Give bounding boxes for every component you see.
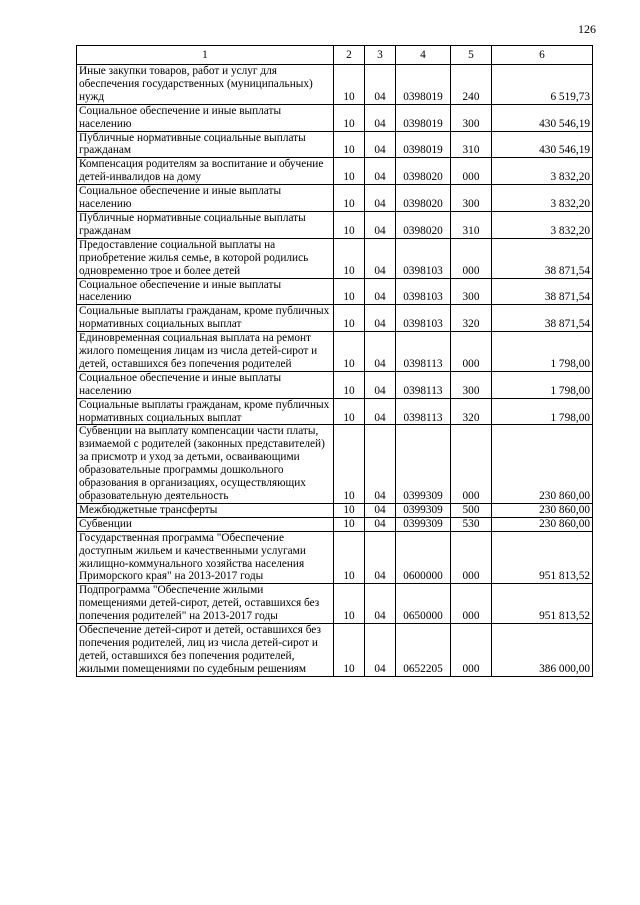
target-article-cell: 0398103 bbox=[396, 305, 451, 332]
section-code-cell: 10 bbox=[334, 332, 365, 372]
section-code-cell: 10 bbox=[334, 584, 365, 624]
expense-type-cell: 530 bbox=[451, 517, 492, 531]
section-code-cell: 10 bbox=[334, 158, 365, 185]
target-article-cell: 0398113 bbox=[396, 332, 451, 372]
subsection-code-cell: 04 bbox=[365, 238, 396, 278]
amount-cell: 951 813,52 bbox=[492, 531, 593, 584]
subsection-code-cell: 04 bbox=[365, 104, 396, 131]
amount-cell: 6 519,73 bbox=[492, 65, 593, 105]
target-article-cell: 0600000 bbox=[396, 531, 451, 584]
amount-cell: 386 000,00 bbox=[492, 624, 593, 677]
table-row bbox=[77, 65, 593, 105]
table-row bbox=[77, 371, 593, 398]
subsection-code-cell: 04 bbox=[365, 131, 396, 158]
target-article-cell: 0398103 bbox=[396, 278, 451, 305]
table-row bbox=[77, 211, 593, 238]
subsection-code-cell: 04 bbox=[365, 584, 396, 624]
subsection-code-cell: 04 bbox=[365, 211, 396, 238]
amount-cell: 430 546,19 bbox=[492, 104, 593, 131]
row-name-cell: Публичные нормативные социальные выплаты гражданам bbox=[77, 211, 334, 238]
amount-cell: 1 798,00 bbox=[492, 332, 593, 372]
section-code-cell: 10 bbox=[334, 531, 365, 584]
table-row bbox=[77, 238, 593, 278]
target-article-cell: 0650000 bbox=[396, 584, 451, 624]
subsection-code-cell: 04 bbox=[365, 531, 396, 584]
table-row bbox=[77, 398, 593, 425]
row-name-cell: Социальные выплаты гражданам, кроме публичных нормативных социальных выплат bbox=[77, 305, 334, 332]
subsection-code-cell: 04 bbox=[365, 332, 396, 372]
column-header: 2 bbox=[334, 46, 365, 65]
table-body bbox=[77, 65, 593, 677]
target-article-cell: 0398020 bbox=[396, 158, 451, 185]
target-article-cell: 0399309 bbox=[396, 425, 451, 503]
expense-type-cell: 310 bbox=[451, 211, 492, 238]
section-code-cell: 10 bbox=[334, 211, 365, 238]
table-row bbox=[77, 158, 593, 185]
expense-type-cell: 000 bbox=[451, 425, 492, 503]
column-header: 5 bbox=[451, 46, 492, 65]
row-name-cell: Государственная программа "Обеспечение доступным жильем и качественными услугами жилищно-коммунального хозяйства населения Приморского края" на 2013-2017 годы bbox=[77, 531, 334, 584]
table-row bbox=[77, 503, 593, 517]
subsection-code-cell: 04 bbox=[365, 278, 396, 305]
row-name-cell: Иные закупки товаров, работ и услуг для обеспечения государственных (муниципальных) нужд bbox=[77, 65, 334, 105]
target-article-cell: 0398019 bbox=[396, 65, 451, 105]
section-code-cell: 10 bbox=[334, 517, 365, 531]
table-row bbox=[77, 531, 593, 584]
column-header: 1 bbox=[77, 46, 334, 65]
expense-type-cell: 000 bbox=[451, 332, 492, 372]
row-name-cell: Единовременная социальная выплата на ремонт жилого помещения лицам из числа детей-сирот и детей, оставшихся без попечения родителей bbox=[77, 332, 334, 372]
table-row bbox=[77, 278, 593, 305]
section-code-cell: 10 bbox=[334, 65, 365, 105]
row-name-cell: Публичные нормативные социальные выплаты гражданам bbox=[77, 131, 334, 158]
expense-type-cell: 000 bbox=[451, 238, 492, 278]
table-row bbox=[77, 584, 593, 624]
section-code-cell: 10 bbox=[334, 131, 365, 158]
expense-type-cell: 000 bbox=[451, 624, 492, 677]
target-article-cell: 0398020 bbox=[396, 185, 451, 212]
amount-cell: 230 860,00 bbox=[492, 503, 593, 517]
amount-cell: 230 860,00 bbox=[492, 425, 593, 503]
subsection-code-cell: 04 bbox=[365, 517, 396, 531]
amount-cell: 38 871,54 bbox=[492, 238, 593, 278]
expense-type-cell: 310 bbox=[451, 131, 492, 158]
row-name-cell: Социальное обеспечение и иные выплаты населению bbox=[77, 278, 334, 305]
amount-cell: 3 832,20 bbox=[492, 211, 593, 238]
expense-type-cell: 300 bbox=[451, 371, 492, 398]
expense-type-cell: 300 bbox=[451, 185, 492, 212]
target-article-cell: 0652205 bbox=[396, 624, 451, 677]
table-row bbox=[77, 104, 593, 131]
target-article-cell: 0399309 bbox=[396, 517, 451, 531]
expense-type-cell: 320 bbox=[451, 398, 492, 425]
row-name-cell: Субвенции на выплату компенсации части платы, взимаемой с родителей (законных представителей) за присмотр и уход за детьми, осваивающими образовательные программы дошкольного образования в организациях, осуществляющих образовательную деятельность bbox=[77, 425, 334, 503]
amount-cell: 3 832,20 bbox=[492, 185, 593, 212]
row-name-cell: Компенсация родителям за воспитание и обучение детей-инвалидов на дому bbox=[77, 158, 334, 185]
expense-type-cell: 000 bbox=[451, 531, 492, 584]
amount-cell: 1 798,00 bbox=[492, 371, 593, 398]
expense-type-cell: 000 bbox=[451, 158, 492, 185]
section-code-cell: 10 bbox=[334, 185, 365, 212]
table-row bbox=[77, 185, 593, 212]
subsection-code-cell: 04 bbox=[365, 185, 396, 212]
row-name-cell: Социальное обеспечение и иные выплаты населению bbox=[77, 104, 334, 131]
subsection-code-cell: 04 bbox=[365, 398, 396, 425]
expense-type-cell: 300 bbox=[451, 104, 492, 131]
subsection-code-cell: 04 bbox=[365, 371, 396, 398]
target-article-cell: 0398103 bbox=[396, 238, 451, 278]
table-row bbox=[77, 425, 593, 503]
column-header: 6 bbox=[492, 46, 593, 65]
amount-cell: 3 832,20 bbox=[492, 158, 593, 185]
row-name-cell: Социальные выплаты гражданам, кроме публичных нормативных социальных выплат bbox=[77, 398, 334, 425]
row-name-cell: Предоставление социальной выплаты на приобретение жилья семье, в которой родились одновременно трое и более детей bbox=[77, 238, 334, 278]
table-row bbox=[77, 131, 593, 158]
table-row bbox=[77, 332, 593, 372]
target-article-cell: 0398113 bbox=[396, 371, 451, 398]
table-row bbox=[77, 624, 593, 677]
column-header: 4 bbox=[396, 46, 451, 65]
amount-cell: 951 813,52 bbox=[492, 584, 593, 624]
amount-cell: 38 871,54 bbox=[492, 305, 593, 332]
amount-cell: 230 860,00 bbox=[492, 517, 593, 531]
target-article-cell: 0398020 bbox=[396, 211, 451, 238]
row-name-cell: Подпрограмма "Обеспечение жилыми помещениями детей-сирот, детей, оставшихся без попечения родителей" на 2013-2017 годы bbox=[77, 584, 334, 624]
subsection-code-cell: 04 bbox=[365, 65, 396, 105]
table-row bbox=[77, 517, 593, 531]
row-name-cell: Социальное обеспечение и иные выплаты населению bbox=[77, 371, 334, 398]
section-code-cell: 10 bbox=[334, 238, 365, 278]
expense-type-cell: 320 bbox=[451, 305, 492, 332]
section-code-cell: 10 bbox=[334, 624, 365, 677]
section-code-cell: 10 bbox=[334, 398, 365, 425]
row-name-cell: Межбюджетные трансферты bbox=[77, 503, 334, 517]
row-name-cell: Обеспечение детей-сирот и детей, оставшихся без попечения родителей, лиц из числа детей-сирот и детей, оставшихся без попечения родителей, жилыми помещениями по судебным решениям bbox=[77, 624, 334, 677]
subsection-code-cell: 04 bbox=[365, 158, 396, 185]
amount-cell: 38 871,54 bbox=[492, 278, 593, 305]
section-code-cell: 10 bbox=[334, 425, 365, 503]
target-article-cell: 0398019 bbox=[396, 104, 451, 131]
expense-type-cell: 500 bbox=[451, 503, 492, 517]
expense-type-cell: 240 bbox=[451, 65, 492, 105]
amount-cell: 1 798,00 bbox=[492, 398, 593, 425]
row-name-cell: Социальное обеспечение и иные выплаты населению bbox=[77, 185, 334, 212]
section-code-cell: 10 bbox=[334, 104, 365, 131]
expense-type-cell: 300 bbox=[451, 278, 492, 305]
amount-cell: 430 546,19 bbox=[492, 131, 593, 158]
subsection-code-cell: 04 bbox=[365, 624, 396, 677]
section-code-cell: 10 bbox=[334, 371, 365, 398]
section-code-cell: 10 bbox=[334, 305, 365, 332]
column-header: 3 bbox=[365, 46, 396, 65]
expense-type-cell: 000 bbox=[451, 584, 492, 624]
target-article-cell: 0399309 bbox=[396, 503, 451, 517]
target-article-cell: 0398019 bbox=[396, 131, 451, 158]
table-header-row bbox=[77, 46, 593, 65]
subsection-code-cell: 04 bbox=[365, 503, 396, 517]
table-row bbox=[77, 305, 593, 332]
row-name-cell: Субвенции bbox=[77, 517, 334, 531]
page-number: 126 bbox=[578, 22, 596, 36]
budget-table bbox=[76, 45, 593, 677]
subsection-code-cell: 04 bbox=[365, 305, 396, 332]
section-code-cell: 10 bbox=[334, 278, 365, 305]
subsection-code-cell: 04 bbox=[365, 425, 396, 503]
target-article-cell: 0398113 bbox=[396, 398, 451, 425]
section-code-cell: 10 bbox=[334, 503, 365, 517]
